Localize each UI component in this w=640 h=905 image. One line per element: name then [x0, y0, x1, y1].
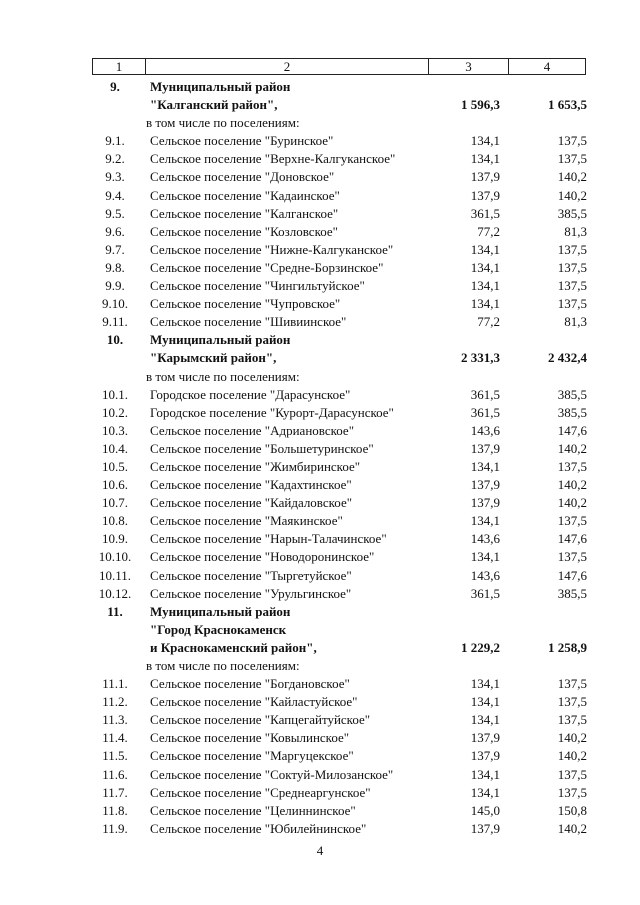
row-number: 10.5. — [102, 458, 128, 474]
row-name: Сельское поселение "Кадаинское" — [150, 187, 340, 203]
row-number: 9.6. — [105, 223, 125, 239]
row-value-col3: 134,1 — [470, 549, 500, 565]
row-number: 11.1. — [102, 676, 128, 692]
table-row — [0, 657, 640, 675]
row-value-col4: 137,5 — [557, 766, 587, 782]
row-value-col4: 140,2 — [557, 730, 587, 746]
table-row — [0, 530, 640, 548]
table-row — [0, 784, 640, 802]
row-name: Сельское поселение "Верхне-Калгуканское" — [150, 151, 396, 167]
table-row — [0, 766, 640, 784]
row-value-col4: 137,5 — [557, 278, 587, 294]
table-row — [0, 96, 640, 114]
row-value-col4: 137,5 — [557, 513, 587, 529]
row-value-col3: 143,6 — [470, 567, 500, 583]
table-row — [0, 132, 640, 150]
row-value-col3: 137,9 — [470, 820, 500, 836]
header-col-2: 2 — [146, 59, 429, 74]
table-row — [0, 440, 640, 458]
row-name: в том числе по поселениям: — [146, 115, 300, 131]
row-name: Сельское поселение "Богдановское" — [150, 676, 350, 692]
row-value-col3: 145,0 — [470, 802, 500, 818]
row-name: Сельское поселение "Новодоронинское" — [150, 549, 375, 565]
table-row — [0, 223, 640, 241]
row-value-col3: 77,2 — [477, 223, 500, 239]
row-name: и Краснокаменский район", — [150, 639, 317, 655]
row-name: Сельское поселение "Буринское" — [150, 133, 334, 149]
row-name: Сельское поселение "Доновское" — [150, 169, 335, 185]
table-body — [0, 78, 640, 838]
row-number: 11.7. — [102, 784, 128, 800]
row-number: 10.3. — [102, 422, 128, 438]
row-value-col4: 137,5 — [557, 133, 587, 149]
row-number: 10.4. — [102, 440, 128, 456]
table-row — [0, 205, 640, 223]
row-name: Сельское поселение "Шивиинское" — [150, 314, 347, 330]
row-value-col4: 150,8 — [557, 802, 587, 818]
row-number: 10.9. — [102, 531, 128, 547]
row-name: Сельское поселение "Кайдаловское" — [150, 495, 353, 511]
row-number: 10.8. — [102, 513, 128, 529]
row-name: Сельское поселение "Маякинское" — [150, 513, 343, 529]
row-value-col3: 134,1 — [470, 694, 500, 710]
row-value-col3: 137,9 — [470, 440, 500, 456]
row-number: 9.7. — [105, 241, 125, 257]
row-value-col4: 1 258,9 — [548, 639, 587, 655]
row-name: "Калганский район", — [150, 97, 278, 113]
row-value-col3: 134,1 — [470, 133, 500, 149]
row-value-col3: 134,1 — [470, 513, 500, 529]
row-value-col3: 77,2 — [477, 314, 500, 330]
row-number: 9.1. — [105, 133, 125, 149]
row-number: 10.10. — [98, 549, 132, 565]
row-value-col4: 137,5 — [557, 458, 587, 474]
row-number: 10. — [106, 332, 124, 348]
row-number: 10.2. — [102, 404, 128, 420]
row-value-col3: 134,1 — [470, 712, 500, 728]
row-value-col3: 137,9 — [470, 495, 500, 511]
row-value-col3: 137,9 — [470, 169, 500, 185]
row-number: 9.5. — [105, 205, 125, 221]
table-row — [0, 187, 640, 205]
row-name: Сельское поселение "Адриановское" — [150, 422, 355, 438]
table-row — [0, 585, 640, 603]
row-name: в том числе по поселениям: — [146, 368, 300, 384]
row-number: 9.11. — [102, 314, 128, 330]
row-name: Сельское поселение "Ковылинское" — [150, 730, 350, 746]
table-row — [0, 494, 640, 512]
row-value-col3: 137,9 — [470, 730, 500, 746]
row-value-col3: 134,1 — [470, 241, 500, 257]
row-name: Городское поселение "Курорт-Дарасунское" — [150, 404, 394, 420]
table-row — [0, 241, 640, 259]
table-row — [0, 277, 640, 295]
row-value-col4: 385,5 — [557, 585, 587, 601]
row-name: Сельское поселение "Соктуй-Милозанское" — [150, 766, 394, 782]
row-number: 11.8. — [102, 802, 128, 818]
row-value-col4: 147,6 — [557, 422, 587, 438]
row-value-col4: 385,5 — [557, 386, 587, 402]
row-value-col3: 1 596,3 — [461, 97, 500, 113]
row-number: 11.6. — [102, 766, 128, 782]
row-value-col3: 143,6 — [470, 422, 500, 438]
table-row — [0, 295, 640, 313]
row-number: 9.8. — [105, 259, 125, 275]
row-value-col3: 1 229,2 — [461, 639, 500, 655]
row-name: "Карымский район", — [150, 350, 277, 366]
table-row — [0, 476, 640, 494]
row-name: Сельское поселение "Кадахтинское" — [150, 477, 352, 493]
table-row — [0, 114, 640, 132]
row-number: 10.11. — [98, 567, 132, 583]
row-number: 9.10. — [102, 296, 128, 312]
row-name: Сельское поселение "Средне-Борзинское" — [150, 259, 384, 275]
row-number: 9.2. — [105, 151, 125, 167]
row-value-col4: 140,2 — [557, 169, 587, 185]
row-value-col3: 134,1 — [470, 676, 500, 692]
row-value-col3: 134,1 — [470, 278, 500, 294]
row-name: Муниципальный район — [150, 603, 291, 619]
row-value-col3: 137,9 — [470, 477, 500, 493]
row-name: Сельское поселение "Нижне-Калгуканское" — [150, 241, 394, 257]
row-number: 10.12. — [98, 585, 132, 601]
row-number: 11. — [107, 603, 123, 619]
table-row — [0, 386, 640, 404]
row-value-col4: 385,5 — [557, 404, 587, 420]
table-row — [0, 313, 640, 331]
row-value-col3: 137,9 — [470, 748, 500, 764]
table-row — [0, 729, 640, 747]
row-number: 11.5. — [102, 748, 128, 764]
table-row — [0, 693, 640, 711]
row-value-col3: 2 331,3 — [461, 350, 500, 366]
table-row — [0, 802, 640, 820]
table-row — [0, 567, 640, 585]
row-name: Сельское поселение "Чингильтуйское" — [150, 278, 365, 294]
table-row — [0, 548, 640, 566]
row-value-col4: 137,5 — [557, 676, 587, 692]
row-value-col3: 361,5 — [470, 404, 500, 420]
row-value-col3: 361,5 — [470, 585, 500, 601]
row-value-col3: 134,1 — [470, 766, 500, 782]
row-value-col4: 137,5 — [557, 694, 587, 710]
row-name: Городское поселение "Дарасунское" — [150, 386, 351, 402]
page-number: 4 — [316, 843, 324, 858]
table-row — [0, 458, 640, 476]
header-col-1: 1 — [93, 59, 146, 74]
row-value-col4: 137,5 — [557, 549, 587, 565]
row-value-col4: 81,3 — [564, 223, 587, 239]
table-row — [0, 168, 640, 186]
row-value-col3: 361,5 — [470, 386, 500, 402]
table-row — [0, 675, 640, 693]
row-value-col4: 137,5 — [557, 241, 587, 257]
row-value-col3: 137,9 — [470, 187, 500, 203]
row-name: Сельское поселение "Нарын-Талачинское" — [150, 531, 387, 547]
row-value-col4: 1 653,5 — [548, 97, 587, 113]
row-number: 11.2. — [102, 694, 128, 710]
row-value-col4: 137,5 — [557, 784, 587, 800]
table-row — [0, 820, 640, 838]
row-number: 10.6. — [102, 477, 128, 493]
row-value-col4: 140,2 — [557, 748, 587, 764]
row-name: в том числе по поселениям: — [146, 658, 300, 673]
table-row — [0, 621, 640, 639]
row-number: 10.1. — [102, 386, 128, 402]
row-name: Сельское поселение "Большетуринское" — [150, 440, 374, 456]
table-row — [0, 603, 640, 621]
row-value-col4: 137,5 — [557, 259, 587, 275]
table-row — [0, 422, 640, 440]
row-value-col4: 2 432,4 — [548, 350, 587, 366]
table-row — [0, 331, 640, 349]
row-name: Сельское поселение "Кайластуйское" — [150, 694, 358, 710]
row-name: Сельское поселение "Юбилейнинское" — [150, 820, 367, 836]
row-number: 9. — [110, 79, 120, 94]
header-col-3: 3 — [429, 59, 509, 74]
table-row — [0, 404, 640, 422]
row-number: 9.3. — [105, 169, 125, 185]
row-name: Сельское поселение "Урульгинское" — [150, 585, 352, 601]
row-value-col4: 140,2 — [557, 495, 587, 511]
row-value-col3: 143,6 — [470, 531, 500, 547]
row-name: Сельское поселение "Среднеаргунское" — [150, 784, 371, 800]
row-value-col4: 147,6 — [557, 531, 587, 547]
row-name: Сельское поселение "Козловское" — [150, 223, 338, 239]
table-row — [0, 259, 640, 277]
header-col-4: 4 — [543, 59, 551, 74]
row-name: Сельское поселение "Капцегайтуйское" — [150, 712, 371, 728]
row-name: Сельское поселение "Маргуцекское" — [150, 748, 354, 764]
row-number: 10.7. — [102, 495, 128, 511]
row-name: Сельское поселение "Тыргетуйское" — [150, 567, 352, 583]
row-value-col3: 134,1 — [470, 296, 500, 312]
row-value-col4: 385,5 — [557, 205, 587, 221]
row-value-col3: 361,5 — [470, 205, 500, 221]
row-value-col4: 140,2 — [557, 477, 587, 493]
table-row — [0, 747, 640, 765]
row-value-col4: 147,6 — [557, 567, 587, 583]
row-number: 9.4. — [105, 187, 125, 203]
row-number: 11.9. — [102, 820, 128, 836]
row-name: Муниципальный район — [150, 332, 291, 348]
row-value-col3: 134,1 — [470, 784, 500, 800]
row-value-col4: 137,5 — [557, 712, 587, 728]
row-name: Сельское поселение "Чупровское" — [150, 296, 341, 312]
table-row — [0, 368, 640, 386]
row-value-col4: 137,5 — [557, 151, 587, 167]
row-value-col3: 134,1 — [470, 151, 500, 167]
row-value-col4: 140,2 — [557, 820, 587, 836]
row-value-col4: 137,5 — [557, 296, 587, 312]
table-header — [92, 58, 586, 75]
row-name: "Город Краснокаменск — [150, 621, 287, 637]
row-value-col3: 134,1 — [470, 458, 500, 474]
row-value-col4: 81,3 — [564, 314, 587, 330]
row-name: Муниципальный район — [150, 79, 291, 94]
row-value-col4: 140,2 — [557, 440, 587, 456]
row-name: Сельское поселение "Жимбиринское" — [150, 458, 361, 474]
table-row — [0, 711, 640, 729]
row-number: 11.4. — [102, 730, 128, 746]
table-row — [0, 150, 640, 168]
table-row — [0, 78, 640, 96]
row-name: Сельское поселение "Целиннинское" — [150, 802, 356, 818]
table-row — [0, 349, 640, 367]
row-name: Сельское поселение "Калганское" — [150, 205, 339, 221]
table-row — [0, 512, 640, 530]
row-value-col3: 134,1 — [470, 259, 500, 275]
row-number: 9.9. — [105, 278, 125, 294]
table-row — [0, 639, 640, 657]
row-value-col4: 140,2 — [557, 187, 587, 203]
row-number: 11.3. — [102, 712, 128, 728]
